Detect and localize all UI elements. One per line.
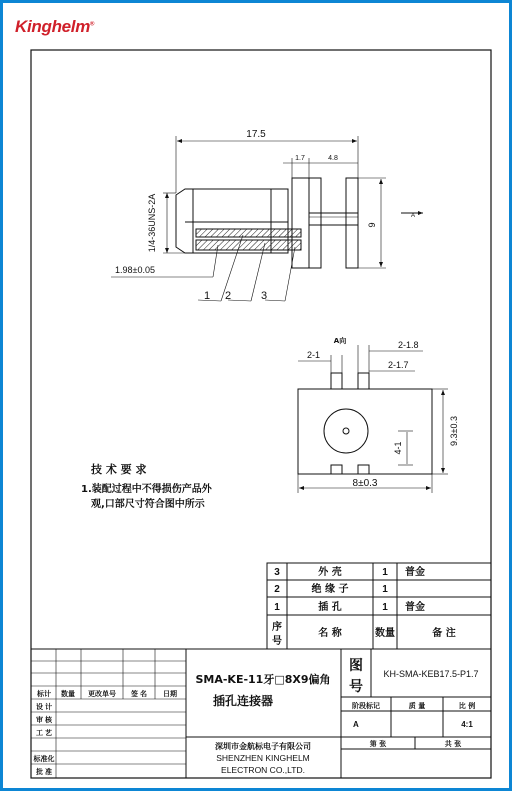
- dim-thread: 1/4-36UNS-2A: [147, 193, 157, 253]
- bom-header-name: 名 称: [318, 628, 342, 639]
- role-process: 工 艺: [36, 730, 52, 737]
- scale-label: 比 例: [458, 702, 476, 710]
- dim-9-3: 9.3±0.3: [449, 416, 459, 446]
- bom-row-1-no: 3: [274, 567, 280, 578]
- sheet-label: 第 张: [369, 740, 387, 748]
- stage-label: 阶段标记: [352, 702, 380, 710]
- bom-row-1-note: 普金: [405, 567, 425, 578]
- bom-row-1-name: 外 壳: [318, 567, 342, 578]
- bom-header-qty: 数量: [375, 628, 395, 639]
- company-name-en-2: ELECTRON CO.,LTD.: [221, 765, 305, 775]
- view-a-title: A向: [333, 337, 347, 345]
- product-name-line-2: 插孔连接器: [212, 694, 274, 708]
- rev-header-mark: 标计: [37, 691, 51, 698]
- dim-4-8: 4.8: [328, 155, 338, 162]
- tech-line-2: 观,口部尺寸符合图中所示: [91, 499, 205, 510]
- bom-header-no-2: 号: [272, 636, 282, 647]
- bom-row-3-note: 普金: [405, 602, 425, 613]
- role-review: 审 核: [36, 717, 52, 724]
- dim-2-1: 2-1: [307, 350, 321, 360]
- rev-header-change: 更改单号: [88, 691, 116, 698]
- tech-title: 技 术 要 求: [91, 463, 147, 476]
- bom-header-note: 备 注: [432, 628, 456, 639]
- dim-height: 9: [367, 222, 377, 228]
- bom-row-1-qty: 1: [382, 567, 388, 578]
- sheets-label: 共 张: [444, 740, 462, 748]
- dim-1-7: 1.7: [295, 155, 305, 162]
- side-view: [111, 136, 423, 301]
- weight-label: 质 量: [408, 702, 426, 710]
- drawing-sheet: [3, 3, 509, 788]
- rev-header-sign: 签 名: [131, 691, 147, 698]
- callout-2: 2: [225, 290, 232, 302]
- company-name-cn: 深圳市金航标电子有限公司: [215, 742, 311, 751]
- bom-header-no-1: 序: [272, 622, 282, 633]
- dim-4-1: 4-1: [393, 441, 403, 455]
- bom-row-3-no: 1: [274, 602, 280, 613]
- dim-length: 17.5: [246, 129, 266, 140]
- scale-value: 4:1: [461, 720, 473, 729]
- bom-row-2-name: 绝 缘 子: [311, 584, 349, 595]
- callout-3: 3: [261, 290, 268, 302]
- rev-header-date: 日期: [163, 691, 177, 698]
- dim-2-1-8: 2-1.8: [398, 340, 419, 350]
- drawing-no-label-2: 号: [349, 679, 363, 695]
- role-design: 设 计: [36, 704, 52, 711]
- view-ref: A: [410, 213, 416, 219]
- drawing-no-label-1: 图: [349, 658, 363, 674]
- dim-8: 8±0.3: [352, 478, 378, 489]
- bom-row-2-qty: 1: [382, 584, 388, 595]
- bom-row-3-name: 插 孔: [318, 602, 342, 613]
- role-standard: 标准化: [33, 756, 55, 763]
- role-approve: 批 准: [36, 769, 52, 776]
- technical-drawing: [3, 3, 509, 788]
- rev-header-qty: 数量: [61, 691, 75, 698]
- dim-tip: 1.98±0.05: [115, 265, 155, 275]
- kinghelm-logo: Kinghelm®: [15, 17, 95, 36]
- view-a: [298, 345, 448, 493]
- bom-row-3-qty: 1: [382, 602, 388, 613]
- callout-1: 1: [204, 290, 211, 302]
- bom-row-2-no: 2: [274, 584, 280, 595]
- tech-line-1: 1.装配过程中不得损伤产品外: [81, 484, 212, 495]
- dim-2-1-7: 2-1.7: [388, 360, 409, 370]
- company-name-en-1: SHENZHEN KINGHELM: [216, 753, 310, 763]
- product-name-line-1: SMA-KE-11牙□8X9偏角: [195, 673, 331, 686]
- drawing-no: KH-SMA-KEB17.5-P1.7: [383, 669, 479, 679]
- stage-value: A: [353, 720, 359, 729]
